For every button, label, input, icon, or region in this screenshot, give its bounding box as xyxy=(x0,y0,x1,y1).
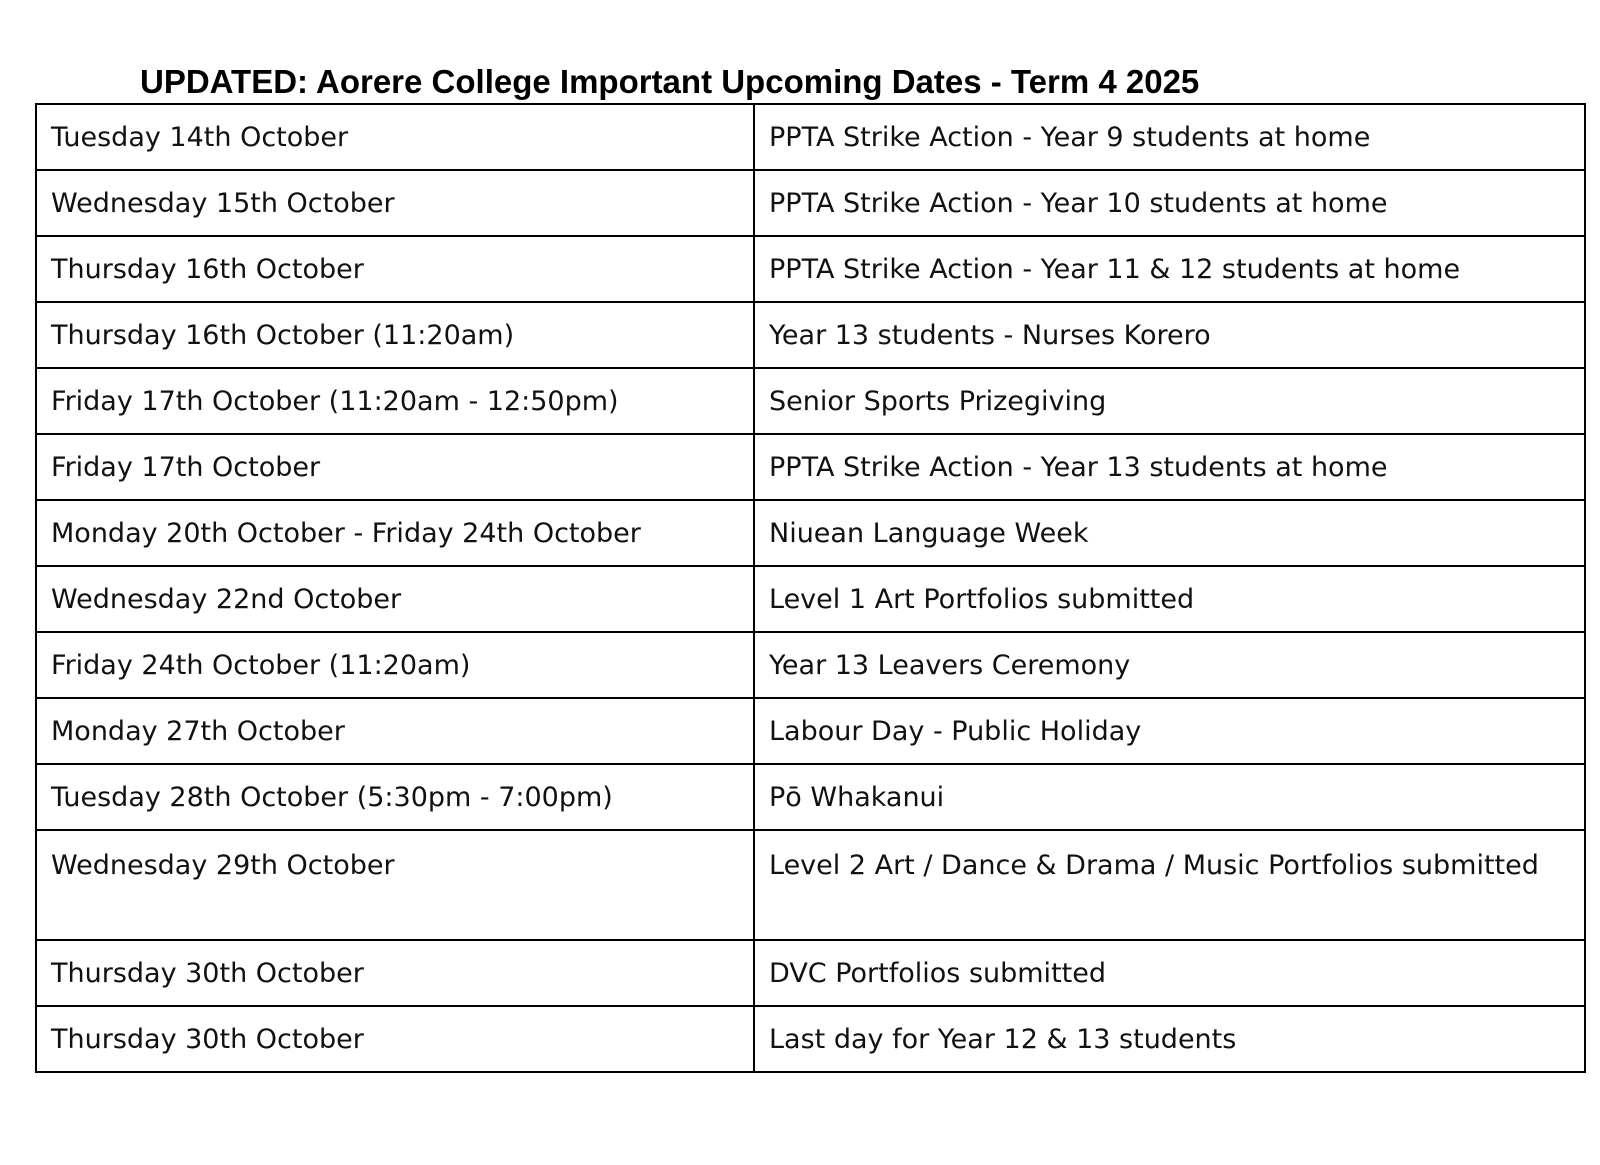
event-cell: PPTA Strike Action - Year 10 students at home xyxy=(754,170,1585,236)
date-cell: Tuesday 28th October (5:30pm - 7:00pm) xyxy=(36,764,754,830)
table-row xyxy=(36,236,1585,302)
date-cell: Friday 24th October (11:20am) xyxy=(36,632,754,698)
table-row xyxy=(36,104,1585,170)
date-cell: Thursday 16th October xyxy=(36,236,754,302)
event-cell: Labour Day - Public Holiday xyxy=(754,698,1585,764)
date-cell: Tuesday 14th October xyxy=(36,104,754,170)
date-cell: Thursday 30th October xyxy=(36,940,754,1006)
table-row xyxy=(36,170,1585,236)
table-row xyxy=(36,698,1585,764)
event-cell: Year 13 students - Nurses Korero xyxy=(754,302,1585,368)
table-row xyxy=(36,500,1585,566)
date-cell: Wednesday 29th October xyxy=(36,830,754,940)
table-row xyxy=(36,1006,1585,1072)
event-cell: Level 2 Art / Dance & Drama / Music Portfolios submitted xyxy=(754,830,1585,940)
event-cell: PPTA Strike Action - Year 9 students at home xyxy=(754,104,1585,170)
document-title: UPDATED: Aorere College Important Upcoming Dates - Term 4 2025 xyxy=(140,63,1200,100)
event-cell: Pō Whakanui xyxy=(754,764,1585,830)
table-row xyxy=(36,302,1585,368)
event-cell: Senior Sports Prizegiving xyxy=(754,368,1585,434)
date-cell: Wednesday 15th October xyxy=(36,170,754,236)
event-cell: Year 13 Leavers Ceremony xyxy=(754,632,1585,698)
table-row xyxy=(36,434,1585,500)
event-cell: Last day for Year 12 & 13 students xyxy=(754,1006,1585,1072)
table-row xyxy=(36,940,1585,1006)
table-row xyxy=(36,632,1585,698)
date-cell: Friday 17th October xyxy=(36,434,754,500)
date-cell: Friday 17th October (11:20am - 12:50pm) xyxy=(36,368,754,434)
event-cell: PPTA Strike Action - Year 13 students at home xyxy=(754,434,1585,500)
table-row xyxy=(36,830,1585,940)
date-cell: Monday 20th October - Friday 24th October xyxy=(36,500,754,566)
table-row xyxy=(36,566,1585,632)
table-row xyxy=(36,368,1585,434)
table-row xyxy=(36,764,1585,830)
date-cell: Wednesday 22nd October xyxy=(36,566,754,632)
event-cell: PPTA Strike Action - Year 11 & 12 students at home xyxy=(754,236,1585,302)
dates-table xyxy=(35,103,1586,1073)
event-cell: DVC Portfolios submitted xyxy=(754,940,1585,1006)
date-cell: Thursday 16th October (11:20am) xyxy=(36,302,754,368)
event-cell: Niuean Language Week xyxy=(754,500,1585,566)
date-cell: Monday 27th October xyxy=(36,698,754,764)
date-cell: Thursday 30th October xyxy=(36,1006,754,1072)
event-cell: Level 1 Art Portfolios submitted xyxy=(754,566,1585,632)
